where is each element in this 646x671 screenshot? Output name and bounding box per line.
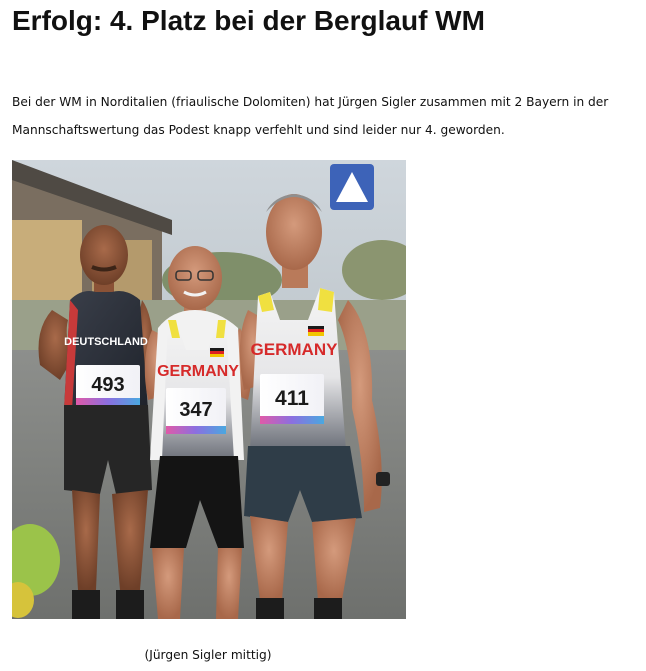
article-intro: Bei der WM in Norditalien (friaulische Dolomiten) hat Jürgen Sigler zusammen mit 2 Bayern in der Mannschaftswertung das Podest knapp verfehlt und sind leider nur 4. geworden. — [12, 95, 609, 137]
article-title: Erfolg: 4. Platz bei der Berglauf WM — [12, 5, 485, 36]
photo-caption: (Jürgen Sigler mittig) — [144, 648, 272, 662]
runner-left-shirt-text: DEUTSCHLAND — [64, 336, 148, 348]
runner-right-shirt-text: GERMANY — [250, 340, 338, 359]
watch-icon — [376, 472, 390, 486]
team-photo — [12, 160, 406, 619]
runner-left-bib-number: 493 — [91, 374, 125, 396]
runner-right-bib-number: 411 — [275, 387, 309, 410]
runner-middle-shirt-text: GERMANY — [157, 363, 239, 380]
runner-middle-bib-number: 347 — [179, 399, 213, 421]
